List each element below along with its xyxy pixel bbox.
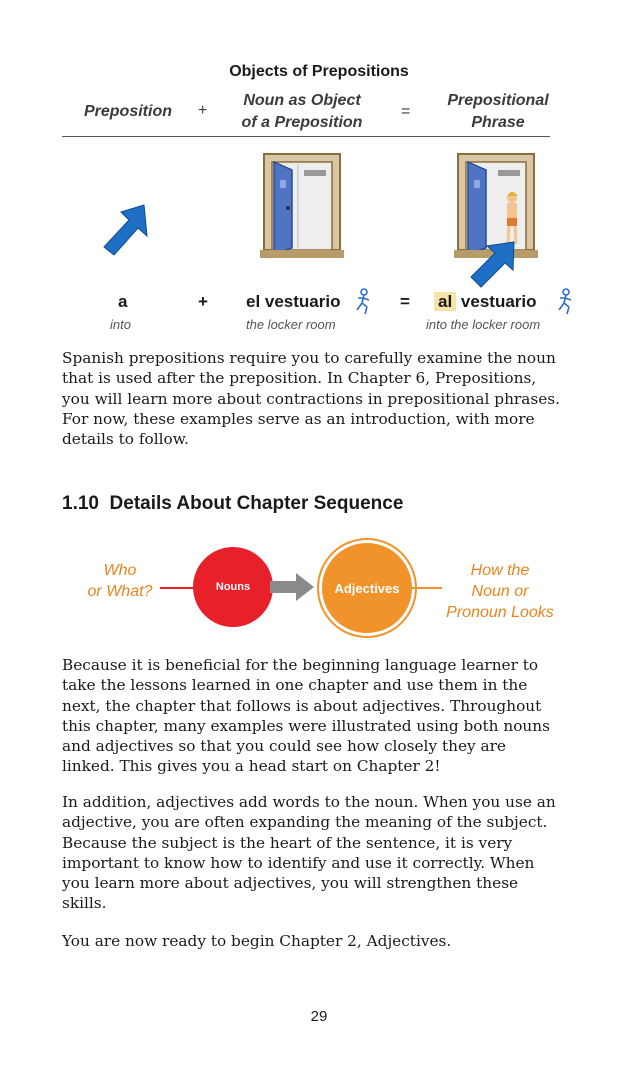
diagram-right-label-line1: How the — [470, 562, 530, 579]
header-phrase — [438, 90, 558, 134]
header-plus: + — [198, 102, 208, 119]
header-rule — [62, 136, 550, 137]
arrow-right-icon — [268, 571, 316, 603]
arrow-up-right-icon — [100, 203, 156, 261]
page-number: 29 — [310, 1008, 328, 1025]
example-plus: + — [198, 292, 208, 311]
running-figure-icon — [556, 288, 574, 316]
section-heading — [62, 493, 403, 515]
diagram-right-label-line2: Noun or — [471, 583, 529, 600]
paragraph-prepositions-text: Spanish prepositions require you to carefully examine the noun that is used after the preposition. In Chapter 6, Prepositions, you will learn more about contractions in prepositional phrases. For now, these examples serve as an introduction, with more details to follow. — [62, 349, 560, 449]
paragraph-adjectives-text: In addition, adjectives add words to the noun. When you use an adjective, you are often expanding the meaning of the subject. Because the subject is the heart of the sentence, it is very important to know how to identify and use it correctly. When you learn more about adjectives, you will strengthen these skills. — [62, 793, 556, 913]
paragraph-chapter-sequence-text: Because it is beneficial for the beginning language learner to take the lessons learned in one chapter and use them in the next, the chapter that follows is about adjectives. Throughout this chapter, many examples were illustrated using both nouns and adjectives so that you could see how closely they are linked. This gives you a head start on Chapter 2! — [62, 656, 550, 776]
diagram-left-label-line2: or What? — [87, 583, 153, 600]
section-title: Details About Chapter Sequence — [109, 493, 404, 514]
example-phrase — [434, 292, 537, 312]
connector-line-left — [160, 587, 194, 589]
contraction-al: al — [434, 292, 456, 311]
header-noun-object-line1: Noun as Object — [243, 92, 361, 109]
section-number: 1.10 — [62, 493, 99, 514]
example-phrase-noun: vestuario — [460, 292, 537, 311]
diagram-left-label-line1: Who — [103, 562, 137, 579]
header-phrase-line1: Prepositional — [447, 92, 549, 109]
paragraph-next-chapter — [62, 931, 562, 951]
header-phrase-line2: Phrase — [471, 114, 525, 131]
running-figure-icon — [354, 288, 372, 316]
gloss-preposition: into — [110, 317, 131, 332]
diagram-right-label-line3: Pronoun Looks — [446, 604, 554, 621]
adjectives-circle — [319, 540, 415, 636]
example-equals: = — [400, 292, 410, 311]
diagram-right-label — [432, 560, 568, 623]
paragraph-next-chapter-text: You are now ready to begin Chapter 2, Adjectives. — [62, 932, 452, 950]
diagram-left-label — [70, 560, 170, 602]
header-noun-object — [224, 90, 380, 134]
table-title: Objects of Prepositions — [229, 63, 409, 80]
paragraph-chapter-sequence — [62, 655, 562, 777]
header-noun-object-line2: of a Preposition — [241, 114, 363, 131]
gloss-noun: the locker room — [246, 317, 336, 332]
gloss-phrase: into the locker room — [426, 317, 541, 332]
adjectives-label: Adjectives — [334, 580, 400, 596]
header-equals: = — [401, 103, 411, 120]
paragraph-adjectives — [62, 792, 562, 914]
arrow-up-right-icon — [468, 240, 518, 290]
paragraph-prepositions — [62, 348, 562, 449]
example-noun: el vestuario — [246, 292, 341, 311]
nouns-circle — [193, 547, 273, 627]
locker-room-door-illustration — [258, 150, 346, 262]
example-preposition: a — [118, 292, 128, 311]
nouns-label: Nouns — [215, 581, 251, 593]
header-preposition: Preposition — [83, 103, 172, 120]
